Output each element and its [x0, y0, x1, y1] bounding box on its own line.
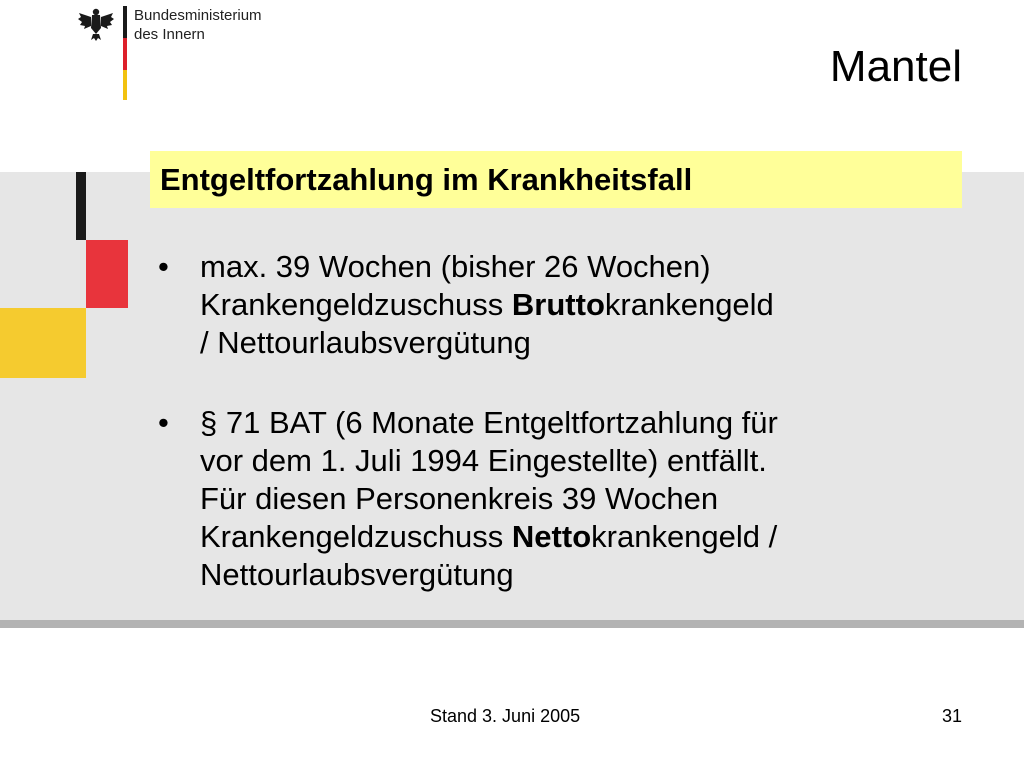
ministry-name-line2: des Innern: [134, 26, 205, 43]
ministry-name-line1: Bundesministerium: [134, 7, 262, 24]
bullet-line: [200, 404, 978, 442]
emphasis-brutto: Brutto: [511, 287, 605, 322]
bullet-line: [200, 442, 978, 480]
text-run: krankengeld: [604, 287, 774, 322]
bullet-dot: •: [158, 249, 169, 284]
bullet-item: [158, 404, 978, 594]
page-number: 31: [941, 706, 962, 726]
slide-subtitle: Entgeltfortzahlung im Krankheitsfall: [160, 162, 693, 197]
bullet-line: [200, 480, 978, 518]
bullet-line: [200, 556, 978, 594]
decoration-red-block: [86, 240, 128, 308]
text-run: Krankengeldzuschuss: [200, 519, 512, 554]
subtitle-box: [150, 151, 962, 208]
bullet-line: [200, 286, 978, 324]
ministry-logo: [76, 4, 296, 100]
decoration-black-block: [76, 172, 86, 240]
text-run: max. 39 Wochen (bisher 26 Wochen): [200, 249, 711, 284]
bullet-line: [200, 248, 978, 286]
flag-stripe-red: [123, 38, 127, 70]
slide-title: Mantel: [829, 42, 962, 91]
flag-stripe-gold: [123, 70, 127, 100]
text-run: vor dem 1. Juli 1994 Eingestellte) entfällt.: [200, 443, 767, 478]
bullet-line: [200, 518, 978, 556]
text-run: / Nettourlaubsvergütung: [200, 325, 531, 360]
band-bottom-rule: [0, 620, 1024, 628]
footer-date: Stand 3. Juni 2005: [430, 706, 581, 726]
text-run: Krankengeldzuschuss: [200, 287, 512, 322]
text-run: Nettourlaubsvergütung: [200, 557, 514, 592]
text-run: § 71 BAT (6 Monate Entgeltfortzahlung für: [200, 405, 778, 440]
bullet-line: [200, 324, 978, 362]
emphasis-netto: Netto: [511, 519, 592, 554]
ministry-name: [134, 6, 262, 44]
text-run: Für diesen Personenkreis 39 Wochen: [200, 481, 719, 516]
bullet-item: [158, 248, 978, 362]
text-run: krankengeld /: [591, 519, 778, 554]
bullet-dot: •: [158, 405, 169, 440]
decoration-gold-block: [0, 308, 86, 378]
federal-eagle-icon: [76, 4, 116, 44]
flag-stripe-black: [123, 6, 127, 38]
bullet-list: [158, 248, 978, 594]
